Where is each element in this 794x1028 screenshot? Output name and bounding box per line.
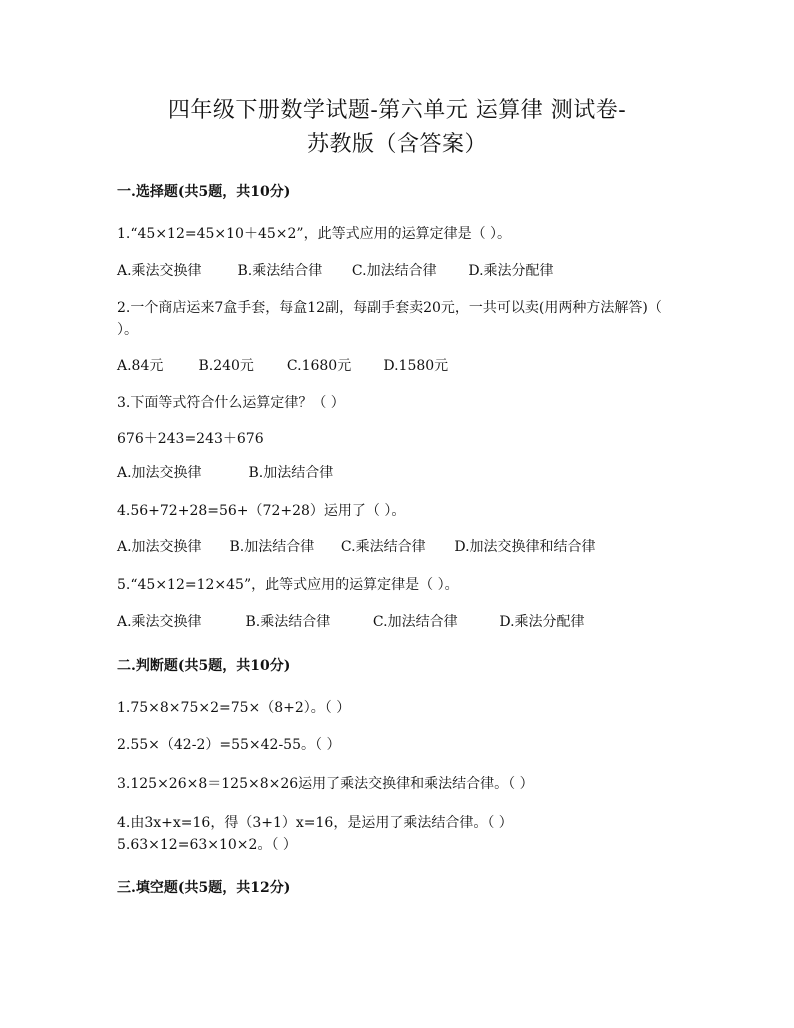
judgement-item-5: 5.63×12=63×10×2。（ ） (117, 837, 297, 853)
question-2: 2.一个商店运来7盒手套，每盒12副，每副手套卖20元，一共可以卖(用两种方法解答)（ ）。 (117, 300, 662, 338)
question-5-options (117, 612, 585, 632)
question-1: 1.“45×12=45×10＋45×2”，此等式应用的运算定律是（ ）。 (117, 226, 512, 242)
option-a: A.乘法交换律 (117, 263, 202, 279)
option-c: C.加法结合律 (372, 614, 458, 630)
option-a: A.加法交换律 (117, 465, 202, 481)
judgement-item-4: 4.由3x+x=16，得（3+1）x=16，是运用了乘法结合律。（ ） (117, 815, 513, 831)
judgement-item-3: 3.125×26×8＝125×8×26运用了乘法交换律和乘法结合律。（ ） (117, 776, 534, 792)
section3-heading: 三.填空题(共5题，共12分) (117, 880, 291, 896)
question-4-options (117, 537, 596, 557)
judgement-item-2: 2.55×（42-2）=55×42-55。（ ） (117, 737, 341, 753)
option-b: B.240元 (198, 358, 254, 374)
option-b: B.乘法结合律 (245, 614, 331, 630)
question-4: 4.56+72+28=56+（72+28）运用了（ ）。 (117, 503, 406, 519)
judgement-item-1: 1.75×8×75×2=75×（8+2）。（ ） (117, 700, 351, 716)
question-1-options (117, 261, 554, 281)
option-a: A.加法交换律 (117, 539, 202, 555)
document-title-line1: 四年级下册数学试题-第六单元 运算律 测试卷- (167, 98, 627, 123)
option-d: D.1580元 (383, 358, 449, 374)
question-5: 5.“45×12=12×45”，此等式应用的运算定律是（ ）。 (117, 577, 459, 593)
section2-heading: 二.判断题(共5题，共10分) (117, 658, 291, 674)
option-d: D.乘法分配律 (468, 263, 554, 279)
option-d: D.乘法分配律 (499, 614, 585, 630)
section1-heading: 一.选择题(共5题，共10分) (117, 184, 291, 200)
option-c: C.乘法结合律 (340, 539, 426, 555)
question-3: 3.下面等式符合什么运算定律？（ ） (117, 395, 345, 411)
option-a: A.84元 (117, 358, 164, 374)
question-2-options (117, 356, 448, 376)
option-b: B.加法结合律 (229, 539, 315, 555)
option-b: B.加法结合律 (248, 465, 334, 481)
option-c: C.加法结合律 (351, 263, 437, 279)
option-d: D.加法交换律和结合律 (454, 539, 596, 555)
question-3-options (117, 463, 333, 483)
document-title-line2: 苏教版（含答案） (306, 132, 487, 157)
question-3-expression: 676＋243=243＋676 (117, 431, 264, 447)
option-b: B.乘法结合律 (237, 263, 323, 279)
option-a: A.乘法交换律 (117, 614, 202, 630)
option-c: C.1680元 (286, 358, 352, 374)
